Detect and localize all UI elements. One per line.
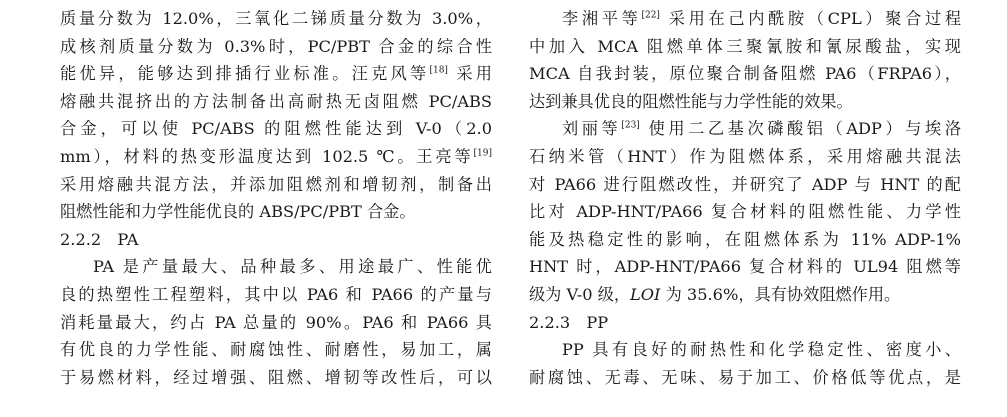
text-line: 中加入 MCA 阻燃单体三聚氰胺和氰尿酸盐，实现 <box>529 36 961 56</box>
text-line: HNT 时，ADP-HNT/PA66 复合材料的 UL94 阻燃等 <box>529 257 961 277</box>
text-line: mm），材料的热变形温度达到 102.5 ℃。王亮等[19] <box>60 146 492 166</box>
text-line: 能优异，能够达到排插行业标准。汪克风等[18] 采用 <box>60 64 492 84</box>
left-column <box>60 5 492 391</box>
text-line: 阻燃性能和力学性能优良的 ABS/PC/PBT 合金。 <box>60 202 416 222</box>
text-line: 质量分数为 12.0%，三氧化二锑质量分数为 3.0%， <box>60 9 492 28</box>
text-line: 熔融共混挤出的方法制备出高耐热无卤阻燃 PC/ABS <box>60 91 492 111</box>
text-line: 采用熔融共混方法，并添加阻燃剂和增韧剂，制备出 <box>60 174 492 194</box>
section-heading-pa: 2.2.2 PA <box>60 229 139 249</box>
text-line: 于易燃材料，经过增强、阻燃、增韧等改性后，可以 <box>60 367 492 387</box>
text-line: PA 是产量最大、品种最多、用途最广、性能优 <box>93 257 492 277</box>
text-line: 合金，可以使 PC/ABS 的阻燃性能达到 V-0（2.0 <box>60 119 492 139</box>
text-line: 良的热塑性工程塑料，其中以 PA6 和 PA66 的产量与 <box>60 284 492 304</box>
text-line: 成核剂质量分数为 0.3%时，PC/PBT 合金的综合性 <box>60 36 492 56</box>
right-column <box>529 5 961 391</box>
text-line: 刘丽等[23] 使用二乙基次磷酸铝（ADP）与埃洛 <box>562 119 961 139</box>
text-line: 能及热稳定性的影响，在阻燃体系为 11% ADP-1% <box>529 229 961 249</box>
text-line: 李湘平等[22] 采用在己内酰胺（CPL）聚合过程 <box>562 9 961 28</box>
text-line: PP 具有良好的耐热性和化学稳定性、密度小、 <box>562 340 961 360</box>
text-line: 达到兼具优良的阻燃性能与力学性能的效果。 <box>529 91 853 111</box>
section-heading-pp: 2.2.3 PP <box>529 312 609 332</box>
text-line: 有优良的力学性能、耐腐蚀性、耐磨性，易加工，属 <box>60 340 492 360</box>
text-line: 对 PA66 进行阻燃改性，并研究了 ADP 与 HNT 的配 <box>529 174 961 194</box>
text-line: MCA 自我封装，原位聚合制备阻燃 PA6（FRPA6）， <box>529 64 961 84</box>
text-line: 消耗量最大，约占 PA 总量的 90%。PA6 和 PA66 具 <box>60 312 492 332</box>
text-line: 级为 V-0 级，LOI 为 35.6%，具有协效阻燃作用。 <box>529 284 901 304</box>
text-line: 比对 ADP-HNT/PA66 复合材料的阻燃性能、力学性 <box>529 202 961 222</box>
text-line: 石纳米管（HNT）作为阻燃体系，采用熔融共混法 <box>529 146 961 166</box>
text-line: 耐腐蚀、无毒、无味、易于加工、价格低等优点，是 <box>529 367 961 387</box>
